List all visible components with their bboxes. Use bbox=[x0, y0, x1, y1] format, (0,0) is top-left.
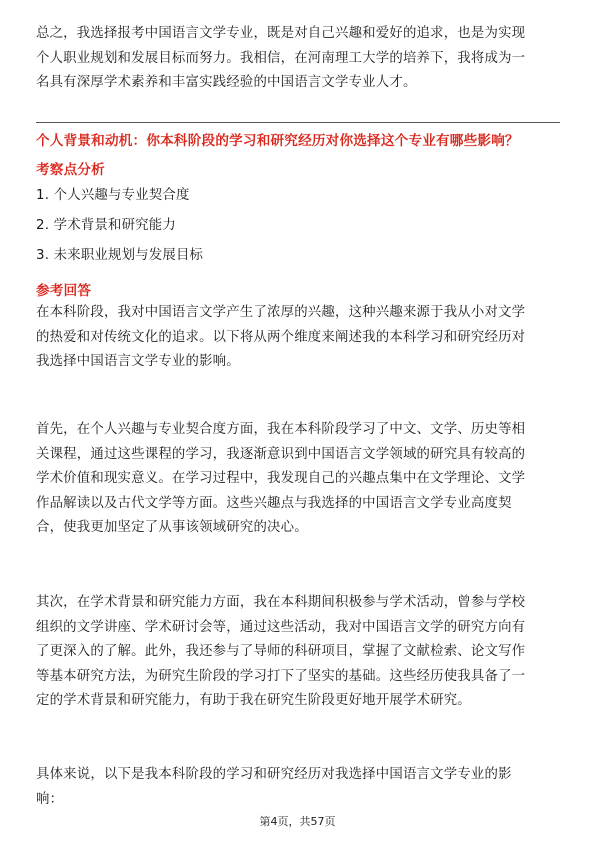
analysis-item: 1. 个人兴趣与专业契合度 bbox=[36, 188, 190, 203]
text-line: 首先，在个人兴趣与专业契合度方面，我在本科阶段学习了中文、文学、历史等相 bbox=[36, 422, 526, 437]
answer-paragraph-4 bbox=[36, 763, 562, 812]
analysis-item: 2. 学术背景和研究能力 bbox=[36, 218, 176, 233]
text-line: 个人职业规划和发展目标而努力。我相信，在河南理工大学的培养下，我将成为一 bbox=[36, 50, 526, 66]
page-number: 第4页，共57页 bbox=[259, 815, 336, 828]
analysis-label: 考察点分析 bbox=[36, 162, 105, 178]
text-line: 总之，我选择报考中国语言文学专业，既是对自己兴趣和爱好的追求，也是为实现 bbox=[36, 26, 526, 41]
text-line: 其次，在学术背景和研究能力方面，我在本科期间积极参与学术活动，曾参与学校 bbox=[36, 595, 526, 610]
answer-label: 参考回答 bbox=[36, 283, 92, 299]
analysis-item: 3. 未来职业规划与发展目标 bbox=[36, 248, 204, 263]
question-heading: 个人背景和动机：你本科阶段的学习和研究经历对你选择这个专业有哪些影响？ bbox=[36, 133, 519, 149]
text-line: 我选择中国语言文学专业的影响。 bbox=[36, 354, 240, 369]
text-line: 了更深入的了解。此外，我还参与了导师的科研项目，掌握了文献检索、论文写作 bbox=[36, 644, 526, 659]
text-line: 响： bbox=[36, 791, 64, 807]
text-line: 合，使我更加坚定了从事该领域研究的决心。 bbox=[36, 520, 308, 535]
text-line: 作品解读以及古代文学等方面。这些兴趣点与我选择的中国语言文学专业高度契 bbox=[36, 495, 512, 511]
text-line: 定的学术背景和研究能力，有助于我在研究生阶段更好地开展学术研究。 bbox=[36, 693, 471, 708]
answer-paragraph-3 bbox=[36, 591, 562, 714]
text-line: 组织的文学讲座、学术研讨会等，通过这些活动，我对中国语言文学的研究方向有 bbox=[36, 619, 526, 635]
text-line: 具体来说，以下是我本科阶段的学习和研究经历对我选择中国语言文学专业的影 bbox=[36, 767, 512, 782]
text-line: 名具有深厚学术素养和丰富实践经验的中国语言文学专业人才。 bbox=[36, 75, 417, 90]
text-line: 学术价值和现实意义。在学习过程中，我发现自己的兴趣点集中在文学理论、文学 bbox=[36, 471, 526, 486]
answer-paragraph-2 bbox=[36, 418, 562, 541]
text-line: 的热爱和对传统文化的追求。以下将从两个维度来阐述我的本科学习和研究经历对 bbox=[36, 329, 526, 345]
section-divider bbox=[36, 122, 560, 123]
intro-paragraph bbox=[36, 22, 562, 96]
answer-paragraph-1 bbox=[36, 301, 562, 375]
text-line: 等基本研究方法，为研究生阶段的学习打下了坚实的基础。这些经历使我具备了一 bbox=[36, 668, 526, 684]
text-line: 在本科阶段，我对中国语言文学产生了浓厚的兴趣，这种兴趣来源于我从小对文学 bbox=[36, 305, 526, 320]
text-line: 关课程，通过这些课程的学习，我逐渐意识到中国语言文学领域的研究具有较高的 bbox=[36, 446, 526, 462]
